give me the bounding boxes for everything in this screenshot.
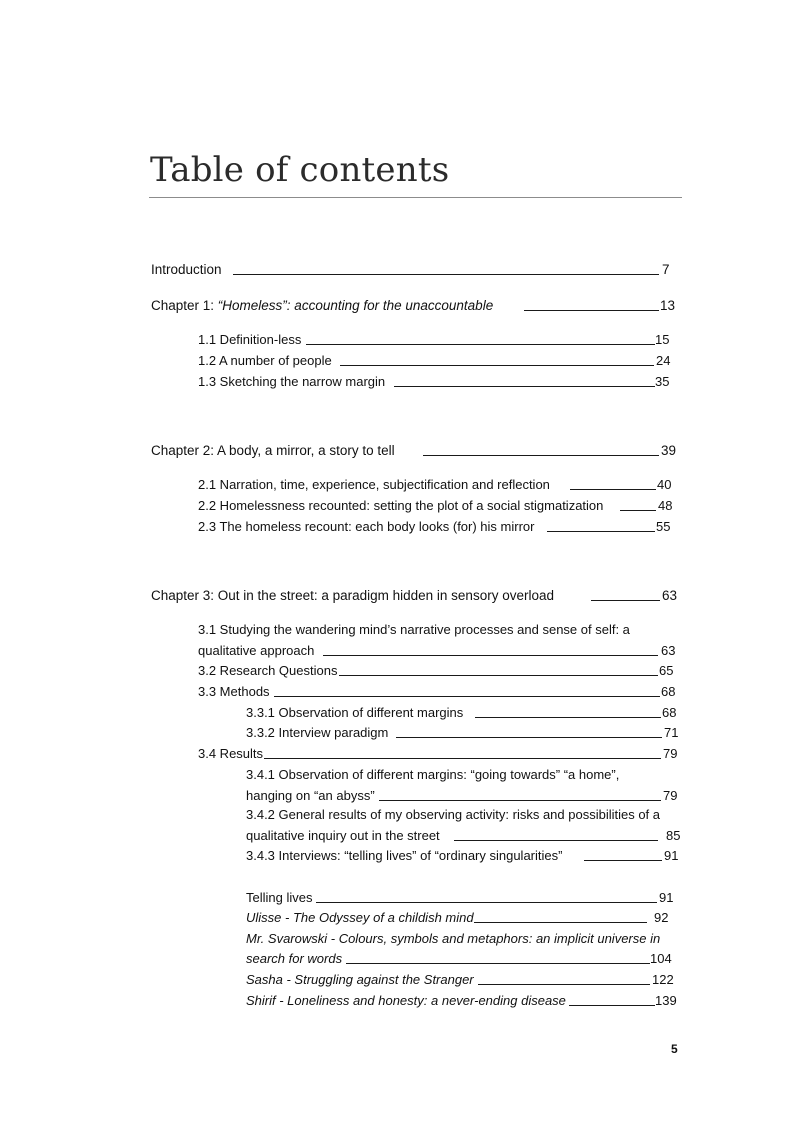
- toc-label: 3.4 Results: [198, 746, 264, 761]
- toc-leader: [323, 655, 658, 656]
- toc-label: 1.3 Sketching the narrow margin: [198, 374, 386, 389]
- toc-leader: [306, 344, 655, 345]
- toc-page-number: 7: [662, 262, 670, 277]
- toc-label: Introduction: [151, 262, 222, 277]
- toc-label: qualitative approach: [198, 643, 315, 658]
- toc-label: Chapter 1:: [151, 298, 218, 313]
- toc-page-number: 68: [662, 705, 677, 720]
- toc-label: 2.3 The homeless recount: each body looks (for) his mirror: [198, 519, 535, 534]
- toc-page-number: 35: [655, 374, 670, 389]
- toc-leader: [346, 963, 650, 964]
- toc-leader: [316, 902, 657, 903]
- toc-leader: [339, 675, 658, 676]
- toc-entry-3-4-3[interactable]: [246, 848, 679, 863]
- toc-leader: [478, 984, 650, 985]
- toc-entry-chapter-1[interactable]: [151, 298, 676, 313]
- toc-label: Sasha - Struggling against the Stranger: [246, 972, 474, 987]
- toc-leader: [524, 310, 659, 311]
- page-title: Table of contents: [150, 150, 450, 190]
- toc-page-number: 79: [663, 746, 678, 761]
- toc-page-number: 92: [654, 910, 669, 925]
- toc-label: search for words: [246, 951, 343, 966]
- toc-entry-3-4[interactable]: [198, 746, 678, 761]
- toc-page-number: 13: [660, 298, 676, 313]
- toc-label: 3.2 Research Questions: [198, 663, 338, 678]
- toc-label: 2.1 Narration, time, experience, subjectification and reflection: [198, 477, 550, 492]
- toc-page-number: 55: [656, 519, 671, 534]
- toc-label: 3.4.3 Interviews: “telling lives” of “ordinary singularities”: [246, 848, 563, 863]
- toc-page-number: 39: [661, 443, 677, 458]
- toc-entry-1-1[interactable]: [198, 332, 670, 347]
- toc-leader: [379, 800, 661, 801]
- toc-page-number: 71: [664, 725, 679, 740]
- toc-entry-3-3-1[interactable]: [246, 705, 677, 720]
- toc-label: 3.3.1 Observation of different margins: [246, 705, 464, 720]
- toc-page-number: 48: [658, 498, 673, 513]
- toc-leader: [454, 840, 658, 841]
- toc-leader: [570, 489, 656, 490]
- toc-page-number: 15: [655, 332, 670, 347]
- toc-entry-3-2[interactable]: [198, 663, 674, 678]
- toc-page-number: 104: [650, 951, 672, 966]
- toc-entry-1-3[interactable]: [198, 374, 670, 389]
- toc-page-number: 139: [655, 993, 677, 1008]
- toc-label: hanging on “an abyss”: [246, 788, 375, 803]
- toc-leader: [264, 758, 661, 759]
- toc-label: Telling lives: [246, 890, 313, 905]
- toc-label: Ulisse - The Odyssey of a childish mind: [246, 910, 474, 925]
- toc-label-italic: “Homeless”: accounting for the unaccountable: [217, 298, 494, 313]
- toc-page-number: 91: [664, 848, 679, 863]
- toc-entry-3-4-1[interactable]: [246, 788, 678, 803]
- title-divider: [149, 197, 682, 198]
- toc-leader: [394, 386, 655, 387]
- toc-page-number: 40: [657, 477, 672, 492]
- toc-label: 3.3.2 Interview paradigm: [246, 725, 389, 740]
- toc-leader: [423, 455, 659, 456]
- page-number: 5: [671, 1042, 678, 1056]
- toc-entry-3-3-2[interactable]: [246, 725, 679, 740]
- toc-entry-3-3[interactable]: [198, 684, 676, 699]
- toc-leader: [584, 860, 662, 861]
- toc-label-line1: 3.1 Studying the wandering mind’s narrative processes and sense of self: a: [198, 622, 630, 637]
- toc-entry-sasha[interactable]: [246, 972, 674, 987]
- toc-page-number: 122: [652, 972, 674, 987]
- toc-label: 3.3 Methods: [198, 684, 270, 699]
- toc-leader: [474, 922, 647, 923]
- toc-entry-chapter-3[interactable]: [151, 588, 678, 603]
- toc-page-number: 79: [663, 788, 678, 803]
- toc-entry-telling-lives[interactable]: [246, 890, 674, 905]
- toc-page-number: 91: [659, 890, 674, 905]
- toc-label: 1.1 Definition-less: [198, 332, 302, 347]
- toc-leader: [547, 531, 655, 532]
- toc-entry-svarowski-line1[interactable]: [246, 931, 660, 946]
- toc-entry-3-4-1-line1[interactable]: [246, 767, 619, 782]
- toc-entry-chapter-2[interactable]: [151, 443, 677, 458]
- toc-label: 1.2 A number of people: [198, 353, 332, 368]
- toc-page-number: 65: [659, 663, 674, 678]
- toc-page-number: 63: [662, 588, 678, 603]
- toc-entry-svarowski[interactable]: [246, 951, 672, 966]
- toc-leader: [340, 365, 654, 366]
- toc-leader: [475, 717, 661, 718]
- toc-page-number: 63: [661, 643, 676, 658]
- toc-label-line1: 3.4.1 Observation of different margins: “going towards” “a home”,: [246, 767, 620, 782]
- toc-label-line1: Mr. Svarowski - Colours, symbols and metaphors: an implicit universe in: [246, 931, 661, 946]
- toc-leader: [396, 737, 662, 738]
- toc-leader: [274, 696, 660, 697]
- toc-entry-2-3[interactable]: [198, 519, 671, 534]
- toc-entry-2-2[interactable]: [198, 498, 673, 513]
- toc-label: Shirif - Loneliness and honesty: a never-ending disease: [246, 993, 566, 1008]
- toc-label: Chapter 2: A body, a mirror, a story to tell: [151, 443, 395, 458]
- toc-entry-3-4-2-line1[interactable]: [246, 807, 660, 822]
- toc-entry-2-1[interactable]: [198, 477, 672, 492]
- toc-entry-3-1-line1[interactable]: [198, 622, 630, 637]
- toc-entry-shirif[interactable]: [246, 993, 677, 1008]
- toc-label-line1: 3.4.2 General results of my observing activity: risks and possibilities of a: [246, 807, 661, 822]
- toc-entry-3-4-2[interactable]: [246, 828, 681, 843]
- toc-entry-1-2[interactable]: [198, 353, 671, 368]
- toc-leader: [591, 600, 660, 601]
- toc-page-number: 85: [666, 828, 681, 843]
- toc-entry-ulisse[interactable]: [246, 910, 669, 925]
- toc-label: qualitative inquiry out in the street: [246, 828, 440, 843]
- toc-page-number: 24: [656, 353, 671, 368]
- toc-leader: [233, 274, 659, 275]
- toc-entry-3-1[interactable]: [198, 643, 676, 658]
- toc-leader: [620, 510, 656, 511]
- toc-entry-introduction[interactable]: [151, 262, 670, 277]
- toc-label: Chapter 3: Out in the street: a paradigm hidden in sensory overload: [151, 588, 554, 603]
- toc-page-number: 68: [661, 684, 676, 699]
- toc-leader: [569, 1005, 655, 1006]
- toc-label: 2.2 Homelessness recounted: setting the plot of a social stigmatization: [198, 498, 604, 513]
